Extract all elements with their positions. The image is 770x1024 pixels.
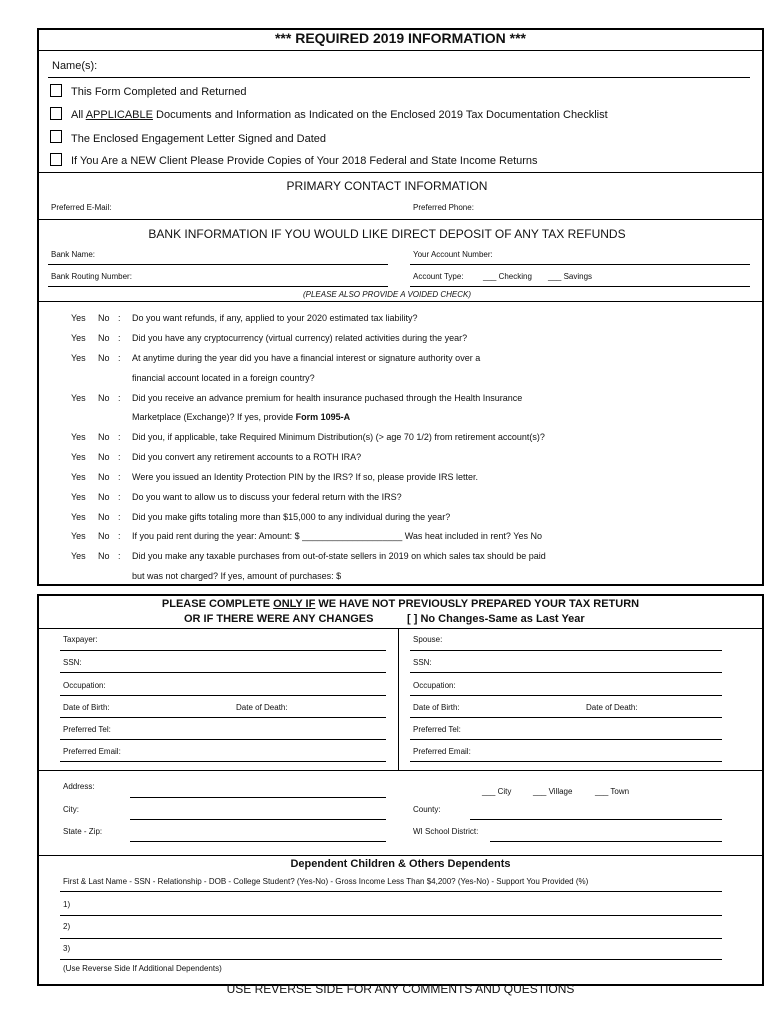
checklist-item-engagement-letter: The Enclosed Engagement Letter Signed and Dated: [71, 133, 327, 145]
q9-colon: :: [118, 512, 121, 522]
footer-note: USE REVERSE SIDE FOR ANY COMMENTS AND QUESTIONS: [226, 982, 575, 996]
q11-no[interactable]: No: [98, 551, 110, 561]
q4-colon: :: [118, 393, 121, 403]
city-option[interactable]: ___ City: [482, 787, 512, 796]
town-option[interactable]: ___ Town: [595, 787, 630, 796]
spouse-ssn-line[interactable]: [410, 672, 722, 673]
q8-colon: :: [118, 492, 121, 502]
q7-colon: :: [118, 472, 121, 482]
checkbox-applicable-documents[interactable]: [50, 107, 62, 120]
dependent-row-3-label: 3): [63, 944, 71, 953]
q1-colon: :: [118, 313, 121, 323]
routing-number-label: Bank Routing Number:: [51, 272, 132, 281]
spouse-dod-label: Date of Death:: [586, 703, 638, 712]
changes-heading-2: OR IF THERE WERE ANY CHANGES: [184, 613, 374, 625]
taxpayer-label: Taxpayer:: [63, 635, 98, 644]
q5-no[interactable]: No: [98, 432, 110, 442]
q11-yes[interactable]: Yes: [71, 551, 86, 561]
checking-option[interactable]: ___ Checking: [483, 272, 532, 281]
dependent-row-2-line[interactable]: [60, 938, 722, 939]
taxpayer-occupation-line[interactable]: [60, 695, 386, 696]
dependent-row-2-label: 2): [63, 922, 71, 931]
q10-no[interactable]: No: [98, 531, 110, 541]
dependent-row-1-label: 1): [63, 900, 71, 909]
changes-section: [37, 594, 764, 986]
q2-colon: :: [118, 333, 121, 343]
spouse-tel-line[interactable]: [410, 739, 722, 740]
county-label: County:: [413, 805, 441, 814]
q11-colon: :: [118, 551, 121, 561]
taxpayer-tel-line[interactable]: [60, 739, 386, 740]
taxpayer-tel-label: Preferred Tel:: [63, 725, 111, 734]
bank-name-line[interactable]: [48, 264, 388, 265]
q9-yes[interactable]: Yes: [71, 512, 86, 522]
spouse-occupation-label: Occupation:: [413, 681, 456, 690]
taxpayer-dob-line[interactable]: [60, 717, 386, 718]
dependents-columns-line: [60, 891, 722, 892]
section-title: *** REQUIRED 2019 INFORMATION ***: [274, 30, 526, 46]
q3-yes[interactable]: Yes: [71, 353, 86, 363]
q3-no[interactable]: No: [98, 353, 110, 363]
school-district-label: WI School District:: [413, 827, 479, 836]
primary-contact-divider: [38, 219, 763, 220]
q9-text: Did you make gifts totaling more than $15,000 to any individual during the year?: [132, 512, 451, 522]
q11-text: Did you make any taxable purchases from out-of-state sellers in 2019 on which sales tax should be paid: [132, 551, 546, 561]
address-divider: [38, 855, 763, 856]
bank-name-label: Bank Name:: [51, 250, 96, 259]
voided-check-note: (PLEASE ALSO PROVIDE A VOIDED CHECK): [302, 290, 472, 299]
taxpayer-ssn-label: SSN:: [63, 658, 82, 667]
checklist-divider: [38, 172, 763, 173]
q10-text: If you paid rent during the year: Amount: $ ____________________ Was heat included in rent? Yes No: [132, 531, 542, 541]
q1-text: Do you want refunds, if any, applied to your 2020 estimated tax liability?: [132, 313, 418, 323]
q8-text: Do you want to allow us to discuss your federal return with the IRS?: [132, 492, 402, 502]
state-zip-line[interactable]: [130, 841, 386, 842]
names-label: Name(s):: [52, 60, 98, 72]
account-number-line[interactable]: [410, 264, 750, 265]
no-changes-checkbox[interactable]: [ ] No Changes-Same as Last Year: [407, 613, 585, 625]
checkbox-new-client[interactable]: [50, 153, 62, 166]
account-type-label: Account Type:: [413, 272, 464, 281]
savings-option[interactable]: ___ Savings: [548, 272, 593, 281]
account-type-line: [410, 286, 750, 287]
q8-no[interactable]: No: [98, 492, 110, 502]
q6-no[interactable]: No: [98, 452, 110, 462]
q6-text: Did you convert any retirement accounts to a ROTH IRA?: [132, 452, 362, 462]
taxpayer-dob-label: Date of Birth:: [63, 703, 110, 712]
changes-heading: PLEASE COMPLETE ONLY IF WE HAVE NOT PREVIOUSLY PREPARED YOUR TAX RETURN: [161, 598, 640, 610]
county-line[interactable]: [470, 819, 722, 820]
q9-no[interactable]: No: [98, 512, 110, 522]
reverse-side-note: (Use Reverse Side If Additional Dependents): [63, 964, 222, 973]
changes-heading-divider: [38, 628, 763, 629]
q1-yes[interactable]: Yes: [71, 313, 86, 323]
column-divider: [398, 628, 399, 770]
q7-no[interactable]: No: [98, 472, 110, 482]
q7-yes[interactable]: Yes: [71, 472, 86, 482]
state-zip-label: State - Zip:: [63, 827, 103, 836]
taxpayer-email-label: Preferred Email:: [63, 747, 121, 756]
village-option[interactable]: ___ Village: [533, 787, 573, 796]
q3-colon: :: [118, 353, 121, 363]
q5-yes[interactable]: Yes: [71, 432, 86, 442]
q2-no[interactable]: No: [98, 333, 110, 343]
taxpayer-email-line[interactable]: [60, 761, 386, 762]
spouse-dob-line[interactable]: [410, 717, 722, 718]
dependents-columns: First & Last Name - SSN - Relationship - DOB - College Student? (Yes-No) - Gross Income Less Than $4,200? (Yes-No) - Support You Provided (%): [63, 877, 589, 886]
checklist-item-applicable-documents: All APPLICABLE Documents and Information as Indicated on the Enclosed 2019 Tax Documentation Checklist: [71, 109, 608, 121]
q7-text: Were you issued an Identity Protection PIN by the IRS? If so, please provide IRS letter.: [132, 472, 479, 482]
q10-yes[interactable]: Yes: [71, 531, 86, 541]
school-district-line[interactable]: [490, 841, 722, 842]
primary-contact-heading: PRIMARY CONTACT INFORMATION: [286, 179, 488, 193]
account-number-label: Your Account Number:: [413, 250, 493, 259]
preferred-email-label: Preferred E-Mail:: [51, 203, 112, 212]
spouse-email-label: Preferred Email:: [413, 747, 471, 756]
checklist-item-new-client: If You Are a NEW Client Please Provide Copies of Your 2018 Federal and State Income Returns: [71, 155, 538, 167]
q8-yes[interactable]: Yes: [71, 492, 86, 502]
spouse-ssn-label: SSN:: [413, 658, 432, 667]
dependent-row-3-line[interactable]: [60, 959, 722, 960]
q4-text-cont: Marketplace (Exchange)? If yes, provide Form 1095-A: [132, 412, 351, 422]
q4-text: Did you receive an advance premium for health insurance puchased through the Health Insurance: [132, 393, 523, 403]
checklist-item-form-completed: This Form Completed and Returned: [71, 86, 247, 98]
spouse-tel-label: Preferred Tel:: [413, 725, 461, 734]
city-label: City:: [63, 805, 79, 814]
spouse-dob-label: Date of Birth:: [413, 703, 460, 712]
q6-yes[interactable]: Yes: [71, 452, 86, 462]
q4-no[interactable]: No: [98, 393, 110, 403]
taxpayer-line[interactable]: [60, 650, 386, 651]
q11-text-cont: but was not charged? If yes, amount of purchases: $: [132, 571, 342, 581]
taxpayer-occupation-label: Occupation:: [63, 681, 106, 690]
q2-text: Did you have any cryptocurrency (virtual currency) related activities during the year?: [132, 333, 468, 343]
q5-colon: :: [118, 432, 121, 442]
city-line[interactable]: [130, 819, 386, 820]
q1-no[interactable]: No: [98, 313, 110, 323]
q4-yes[interactable]: Yes: [71, 393, 86, 403]
dependents-heading: Dependent Children & Others Dependents: [290, 858, 511, 870]
title-divider: [38, 50, 763, 51]
routing-number-line[interactable]: [48, 286, 388, 287]
q5-text: Did you, if applicable, take Required Minimum Distribution(s) (> age 70 1/2) from retirement account(s)?: [132, 432, 545, 442]
address-line[interactable]: [130, 797, 386, 798]
q3-text-cont: financial account located in a foreign country?: [132, 373, 315, 383]
bank-info-heading: BANK INFORMATION IF YOU WOULD LIKE DIRECT DEPOSIT OF ANY TAX REFUNDS: [148, 227, 626, 241]
checkbox-form-completed[interactable]: [50, 84, 62, 97]
q10-colon: :: [118, 531, 121, 541]
taxpayer-dod-label: Date of Death:: [236, 703, 288, 712]
spouse-line[interactable]: [410, 650, 722, 651]
checkbox-engagement-letter[interactable]: [50, 130, 62, 143]
q6-colon: :: [118, 452, 121, 462]
preferred-phone-label: Preferred Phone:: [413, 203, 474, 212]
bank-divider: [38, 301, 763, 302]
dependent-row-1-line[interactable]: [60, 915, 722, 916]
names-line[interactable]: [48, 77, 750, 78]
spouse-email-line[interactable]: [410, 761, 722, 762]
address-label: Address:: [63, 782, 95, 791]
q2-yes[interactable]: Yes: [71, 333, 86, 343]
person-divider: [38, 770, 763, 771]
q3-text: At anytime during the year did you have a financial interest or signature authority over a: [132, 353, 481, 363]
spouse-occupation-line[interactable]: [410, 695, 722, 696]
spouse-label: Spouse:: [413, 635, 443, 644]
taxpayer-ssn-line[interactable]: [60, 672, 386, 673]
